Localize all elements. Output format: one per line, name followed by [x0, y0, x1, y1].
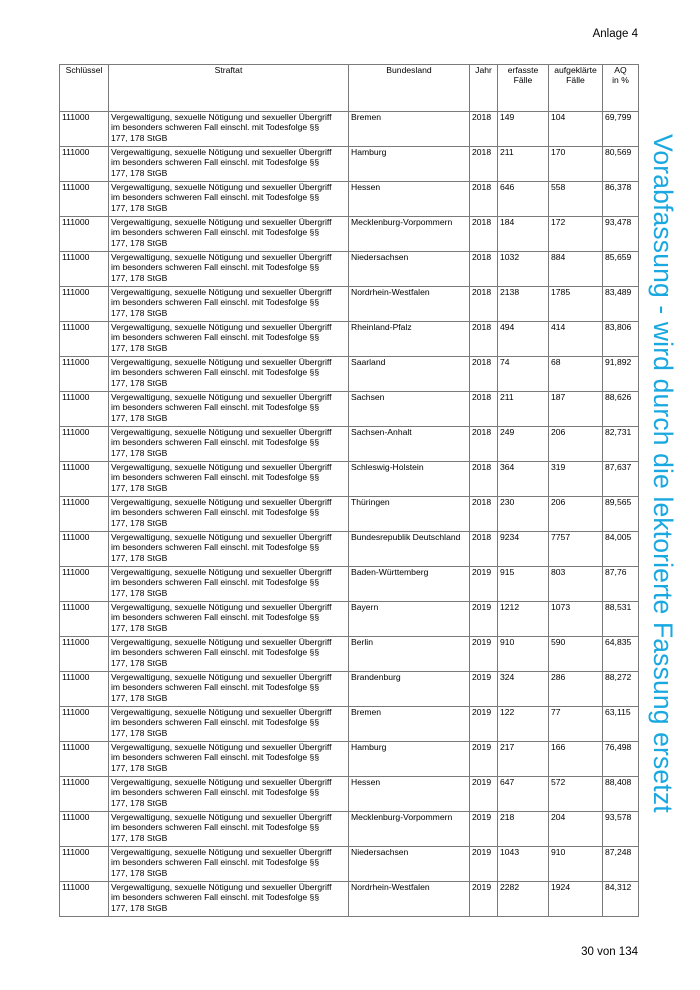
cell-recorded: 2282: [498, 882, 549, 917]
cell-rate: 63,115: [603, 707, 639, 742]
cell-key: 111000: [60, 287, 109, 322]
cell-offense: Vergewaltigung, sexuelle Nötigung und sexueller Übergriff im besonders schweren Fall einschl. mit Todesfolge §§ 177, 178 StGB: [109, 182, 349, 217]
cell-key: 111000: [60, 742, 109, 777]
cell-offense: Vergewaltigung, sexuelle Nötigung und sexueller Übergriff im besonders schweren Fall einschl. mit Todesfolge §§ 177, 178 StGB: [109, 112, 349, 147]
cell-key: 111000: [60, 602, 109, 637]
cell-recorded: 364: [498, 462, 549, 497]
table-row: [60, 322, 639, 357]
table-row: [60, 777, 639, 812]
cell-key: 111000: [60, 497, 109, 532]
cell-solved: 884: [549, 252, 603, 287]
cell-offense: Vergewaltigung, sexuelle Nötigung und sexueller Übergriff im besonders schweren Fall einschl. mit Todesfolge §§ 177, 178 StGB: [109, 427, 349, 462]
cell-recorded: 910: [498, 637, 549, 672]
cell-year: 2019: [470, 882, 498, 917]
table-row: [60, 112, 639, 147]
cell-solved: 590: [549, 637, 603, 672]
cell-recorded: 1212: [498, 602, 549, 637]
table-row: [60, 427, 639, 462]
table-row: [60, 882, 639, 917]
cell-state: Mecklenburg-Vorpommern: [349, 217, 470, 252]
cell-rate: 89,565: [603, 497, 639, 532]
cell-state: Nordrhein-Westfalen: [349, 287, 470, 322]
table-row: [60, 252, 639, 287]
cell-rate: 84,005: [603, 532, 639, 567]
cell-solved: 572: [549, 777, 603, 812]
cell-key: 111000: [60, 112, 109, 147]
cell-rate: 87,637: [603, 462, 639, 497]
cell-year: 2018: [470, 112, 498, 147]
cell-offense: Vergewaltigung, sexuelle Nötigung und sexueller Übergriff im besonders schweren Fall einschl. mit Todesfolge §§ 177, 178 StGB: [109, 602, 349, 637]
cell-solved: 558: [549, 182, 603, 217]
cell-solved: 910: [549, 847, 603, 882]
cell-year: 2019: [470, 602, 498, 637]
cell-recorded: 149: [498, 112, 549, 147]
cell-offense: Vergewaltigung, sexuelle Nötigung und sexueller Übergriff im besonders schweren Fall einschl. mit Todesfolge §§ 177, 178 StGB: [109, 777, 349, 812]
cell-rate: 91,892: [603, 357, 639, 392]
cell-state: Hessen: [349, 182, 470, 217]
cell-key: 111000: [60, 147, 109, 182]
cell-year: 2019: [470, 847, 498, 882]
cell-rate: 87,248: [603, 847, 639, 882]
table-row: [60, 392, 639, 427]
cell-solved: 1785: [549, 287, 603, 322]
cell-recorded: 915: [498, 567, 549, 602]
cell-recorded: 324: [498, 672, 549, 707]
cell-state: Bundesrepublik Deutschland: [349, 532, 470, 567]
cell-rate: 87,76: [603, 567, 639, 602]
table-header-row: [60, 65, 639, 112]
cell-year: 2018: [470, 287, 498, 322]
cell-state: Thüringen: [349, 497, 470, 532]
table-row: [60, 847, 639, 882]
cell-recorded: 2138: [498, 287, 549, 322]
cell-solved: 414: [549, 322, 603, 357]
cell-rate: 88,272: [603, 672, 639, 707]
cell-key: 111000: [60, 567, 109, 602]
cell-recorded: 9234: [498, 532, 549, 567]
cell-rate: 80,569: [603, 147, 639, 182]
cell-year: 2018: [470, 217, 498, 252]
table-row: [60, 497, 639, 532]
cell-offense: Vergewaltigung, sexuelle Nötigung und sexueller Übergriff im besonders schweren Fall einschl. mit Todesfolge §§ 177, 178 StGB: [109, 462, 349, 497]
cell-offense: Vergewaltigung, sexuelle Nötigung und sexueller Übergriff im besonders schweren Fall einschl. mit Todesfolge §§ 177, 178 StGB: [109, 672, 349, 707]
cell-year: 2019: [470, 812, 498, 847]
cell-recorded: 249: [498, 427, 549, 462]
cell-key: 111000: [60, 182, 109, 217]
cell-key: 111000: [60, 882, 109, 917]
cell-offense: Vergewaltigung, sexuelle Nötigung und sexueller Übergriff im besonders schweren Fall einschl. mit Todesfolge §§ 177, 178 StGB: [109, 392, 349, 427]
cell-offense: Vergewaltigung, sexuelle Nötigung und sexueller Übergriff im besonders schweren Fall einschl. mit Todesfolge §§ 177, 178 StGB: [109, 567, 349, 602]
cell-recorded: 74: [498, 357, 549, 392]
table-row: [60, 707, 639, 742]
cell-year: 2019: [470, 672, 498, 707]
watermark-text: Vorabfassung - wird durch die lektorierte Fassung ersetzt: [648, 134, 678, 813]
cell-year: 2018: [470, 427, 498, 462]
cell-key: 111000: [60, 357, 109, 392]
cell-key: 111000: [60, 672, 109, 707]
table-row: [60, 147, 639, 182]
cell-year: 2018: [470, 322, 498, 357]
cell-state: Rheinland-Pfalz: [349, 322, 470, 357]
cell-offense: Vergewaltigung, sexuelle Nötigung und sexueller Übergriff im besonders schweren Fall einschl. mit Todesfolge §§ 177, 178 StGB: [109, 742, 349, 777]
crime-statistics-table: [59, 64, 639, 917]
cell-rate: 88,408: [603, 777, 639, 812]
cell-state: Niedersachsen: [349, 847, 470, 882]
cell-rate: 93,478: [603, 217, 639, 252]
cell-solved: 77: [549, 707, 603, 742]
cell-offense: Vergewaltigung, sexuelle Nötigung und sexueller Übergriff im besonders schweren Fall einschl. mit Todesfolge §§ 177, 178 StGB: [109, 357, 349, 392]
cell-recorded: 647: [498, 777, 549, 812]
header-solved: aufgeklärte Fälle: [549, 65, 603, 112]
cell-solved: 187: [549, 392, 603, 427]
cell-offense: Vergewaltigung, sexuelle Nötigung und sexueller Übergriff im besonders schweren Fall einschl. mit Todesfolge §§ 177, 178 StGB: [109, 707, 349, 742]
cell-key: 111000: [60, 252, 109, 287]
cell-offense: Vergewaltigung, sexuelle Nötigung und sexueller Übergriff im besonders schweren Fall einschl. mit Todesfolge §§ 177, 178 StGB: [109, 147, 349, 182]
cell-key: 111000: [60, 812, 109, 847]
cell-key: 111000: [60, 392, 109, 427]
cell-recorded: 1043: [498, 847, 549, 882]
cell-recorded: 646: [498, 182, 549, 217]
cell-solved: 172: [549, 217, 603, 252]
cell-key: 111000: [60, 777, 109, 812]
cell-state: Baden-Württemberg: [349, 567, 470, 602]
cell-year: 2018: [470, 532, 498, 567]
cell-solved: 803: [549, 567, 603, 602]
cell-solved: 170: [549, 147, 603, 182]
table-body: [60, 112, 639, 917]
table-row: [60, 182, 639, 217]
cell-state: Sachsen: [349, 392, 470, 427]
cell-solved: 1924: [549, 882, 603, 917]
cell-solved: 286: [549, 672, 603, 707]
cell-offense: Vergewaltigung, sexuelle Nötigung und sexueller Übergriff im besonders schweren Fall einschl. mit Todesfolge §§ 177, 178 StGB: [109, 882, 349, 917]
cell-rate: 84,312: [603, 882, 639, 917]
table-row: [60, 357, 639, 392]
cell-solved: 319: [549, 462, 603, 497]
cell-year: 2018: [470, 497, 498, 532]
cell-offense: Vergewaltigung, sexuelle Nötigung und sexueller Übergriff im besonders schweren Fall einschl. mit Todesfolge §§ 177, 178 StGB: [109, 497, 349, 532]
cell-year: 2019: [470, 777, 498, 812]
cell-state: Saarland: [349, 357, 470, 392]
cell-solved: 104: [549, 112, 603, 147]
cell-recorded: 211: [498, 392, 549, 427]
cell-rate: 82,731: [603, 427, 639, 462]
header-rate: AQ in %: [603, 65, 639, 112]
table-row: [60, 567, 639, 602]
page-number: 30 von 134: [581, 946, 638, 958]
cell-year: 2019: [470, 742, 498, 777]
cell-rate: 88,626: [603, 392, 639, 427]
cell-offense: Vergewaltigung, sexuelle Nötigung und sexueller Übergriff im besonders schweren Fall einschl. mit Todesfolge §§ 177, 178 StGB: [109, 637, 349, 672]
cell-solved: 1073: [549, 602, 603, 637]
cell-recorded: 218: [498, 812, 549, 847]
cell-year: 2018: [470, 462, 498, 497]
cell-year: 2018: [470, 182, 498, 217]
cell-key: 111000: [60, 427, 109, 462]
cell-solved: 206: [549, 427, 603, 462]
cell-state: Schleswig-Holstein: [349, 462, 470, 497]
cell-offense: Vergewaltigung, sexuelle Nötigung und sexueller Übergriff im besonders schweren Fall einschl. mit Todesfolge §§ 177, 178 StGB: [109, 322, 349, 357]
cell-offense: Vergewaltigung, sexuelle Nötigung und sexueller Übergriff im besonders schweren Fall einschl. mit Todesfolge §§ 177, 178 StGB: [109, 252, 349, 287]
cell-key: 111000: [60, 707, 109, 742]
cell-recorded: 230: [498, 497, 549, 532]
cell-rate: 93,578: [603, 812, 639, 847]
cell-state: Sachsen-Anhalt: [349, 427, 470, 462]
cell-rate: 69,799: [603, 112, 639, 147]
cell-offense: Vergewaltigung, sexuelle Nötigung und sexueller Übergriff im besonders schweren Fall einschl. mit Todesfolge §§ 177, 178 StGB: [109, 287, 349, 322]
header-state: Bundesland: [349, 65, 470, 112]
cell-recorded: 1032: [498, 252, 549, 287]
cell-state: Brandenburg: [349, 672, 470, 707]
cell-year: 2018: [470, 392, 498, 427]
table-row: [60, 287, 639, 322]
cell-rate: 83,489: [603, 287, 639, 322]
cell-key: 111000: [60, 532, 109, 567]
cell-key: 111000: [60, 462, 109, 497]
cell-state: Mecklenburg-Vorpommern: [349, 812, 470, 847]
cell-year: 2019: [470, 707, 498, 742]
cell-rate: 64,835: [603, 637, 639, 672]
cell-solved: 68: [549, 357, 603, 392]
cell-recorded: 494: [498, 322, 549, 357]
table-row: [60, 462, 639, 497]
cell-year: 2019: [470, 567, 498, 602]
cell-state: Hamburg: [349, 742, 470, 777]
cell-rate: 86,378: [603, 182, 639, 217]
cell-key: 111000: [60, 847, 109, 882]
cell-key: 111000: [60, 217, 109, 252]
cell-key: 111000: [60, 637, 109, 672]
cell-year: 2019: [470, 637, 498, 672]
cell-rate: 88,531: [603, 602, 639, 637]
table-row: [60, 532, 639, 567]
cell-offense: Vergewaltigung, sexuelle Nötigung und sexueller Übergriff im besonders schweren Fall einschl. mit Todesfolge §§ 177, 178 StGB: [109, 812, 349, 847]
cell-state: Berlin: [349, 637, 470, 672]
cell-state: Bayern: [349, 602, 470, 637]
table-row: [60, 217, 639, 252]
cell-offense: Vergewaltigung, sexuelle Nötigung und sexueller Übergriff im besonders schweren Fall einschl. mit Todesfolge §§ 177, 178 StGB: [109, 532, 349, 567]
table-row: [60, 602, 639, 637]
table-row: [60, 672, 639, 707]
cell-state: Hamburg: [349, 147, 470, 182]
header-key: Schlüssel: [60, 65, 109, 112]
cell-rate: 83,806: [603, 322, 639, 357]
table-row: [60, 637, 639, 672]
cell-state: Bremen: [349, 707, 470, 742]
cell-recorded: 217: [498, 742, 549, 777]
cell-year: 2018: [470, 147, 498, 182]
cell-rate: 76,498: [603, 742, 639, 777]
cell-recorded: 122: [498, 707, 549, 742]
cell-solved: 206: [549, 497, 603, 532]
cell-state: Niedersachsen: [349, 252, 470, 287]
cell-recorded: 184: [498, 217, 549, 252]
header-year: Jahr: [470, 65, 498, 112]
cell-state: Nordrhein-Westfalen: [349, 882, 470, 917]
cell-solved: 204: [549, 812, 603, 847]
annex-label: Anlage 4: [592, 28, 638, 40]
cell-year: 2018: [470, 252, 498, 287]
cell-rate: 85,659: [603, 252, 639, 287]
table-row: [60, 812, 639, 847]
cell-state: Bremen: [349, 112, 470, 147]
cell-recorded: 211: [498, 147, 549, 182]
cell-year: 2018: [470, 357, 498, 392]
cell-solved: 166: [549, 742, 603, 777]
header-offense: Straftat: [109, 65, 349, 112]
cell-state: Hessen: [349, 777, 470, 812]
cell-offense: Vergewaltigung, sexuelle Nötigung und sexueller Übergriff im besonders schweren Fall einschl. mit Todesfolge §§ 177, 178 StGB: [109, 847, 349, 882]
table-row: [60, 742, 639, 777]
cell-offense: Vergewaltigung, sexuelle Nötigung und sexueller Übergriff im besonders schweren Fall einschl. mit Todesfolge §§ 177, 178 StGB: [109, 217, 349, 252]
cell-key: 111000: [60, 322, 109, 357]
cell-solved: 7757: [549, 532, 603, 567]
header-recorded: erfasste Fälle: [498, 65, 549, 112]
